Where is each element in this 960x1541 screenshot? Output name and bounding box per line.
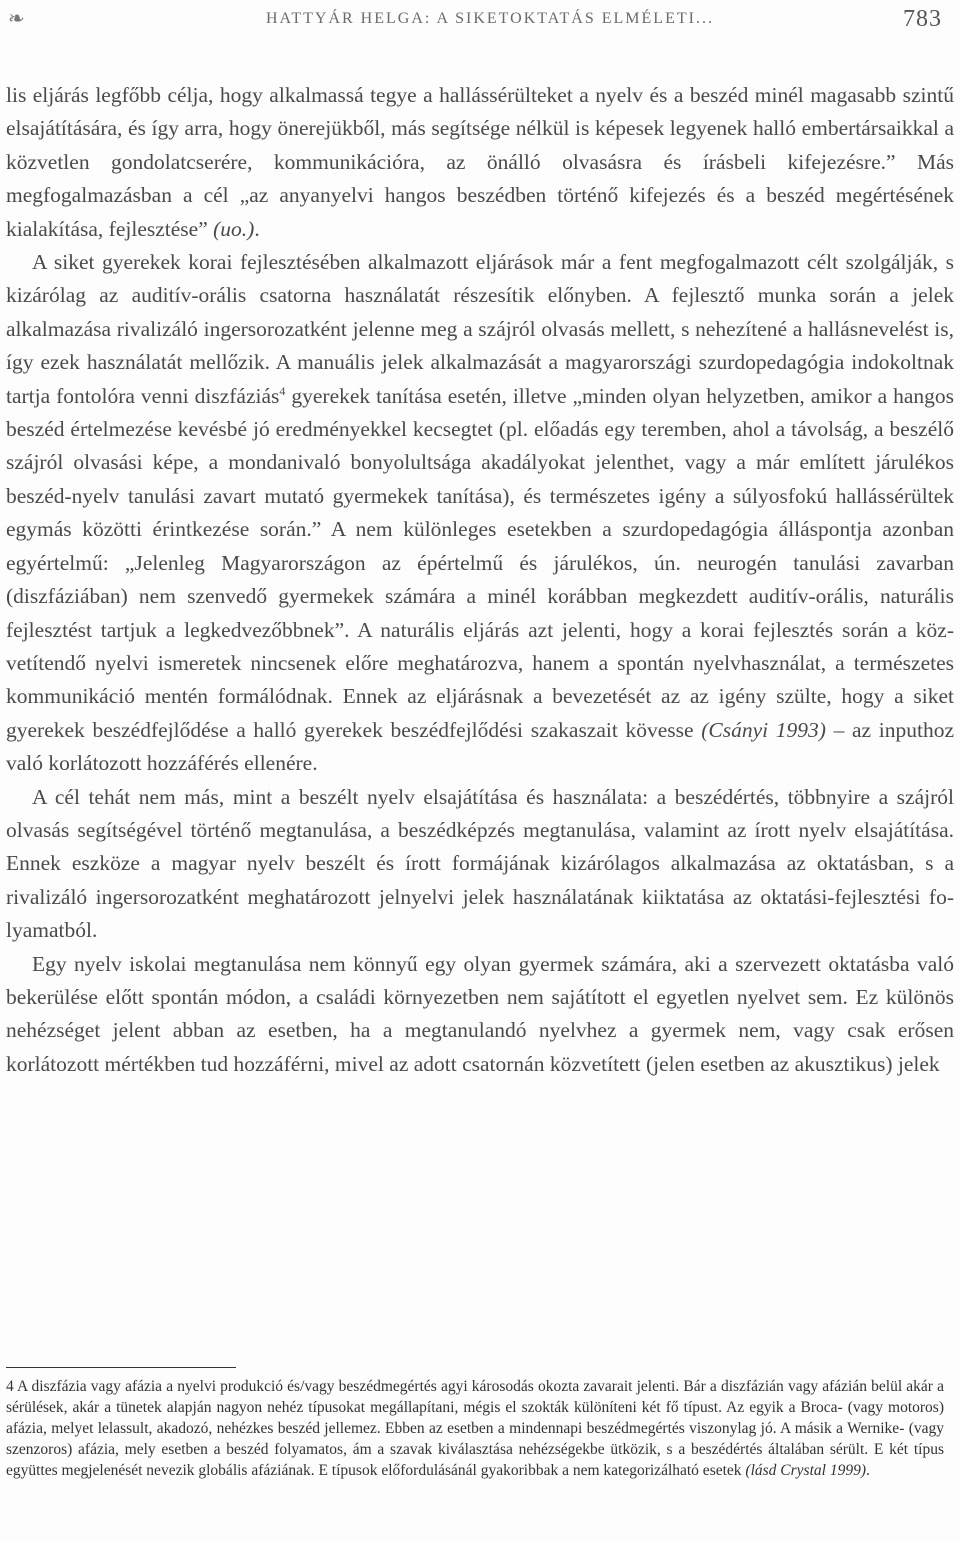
footnotes (6, 1376, 944, 1481)
text-run: lis eljárás legfőbb célja, hogy alkalmassá tegye a hallássérülteket a nyelv és a beszéd minél magasabb szintű elsajátítására, és így arra, hogy önerejükből, más segítsége nélkül is képesek legyenek halló embertársaikkal a közvetlen gondolatcserére, kommunikációra, az önálló olvasásra és írásbeli kifejezésre.” Más megfogalmazásban a cél „az anyanyelvi hangos beszédben történő kifejezés és a beszéd megértésének kialakítása, fejlesztése” (6, 83, 954, 241)
text-run: 4 A diszfázia vagy afázia a nyelvi produkció és/vagy beszédmegértés agyi károsodás okozta zavarait jelenti. Bár a diszfázián vagy afázián belül akár a sérülések, akár a tünetek alapján nagyon nehéz típusokat megállapítani, mégis el szokták különíteni két fő típust. Az egyik a Broca- (vagy motoros) afázia, melyet lelassult, akadozó, nehézkes beszéd jellemez. Ebben az esetben a mindennapi beszédmegértés viszonylag jó. A másik a Wernike- (vagy szenzoros) afázia, mely esetben a beszéd folyamatos, ám a szavak kiválasztása nehézségekbe ütközik, s a beszédértés általában sérült. E két típus együttes megjelenését nevezik globális afáziának. E típusok előfordulásánál gyakoribbak a nem kategorizálható esetek (6, 1378, 944, 1479)
text-run: – az inputhoz való korlátozott hozzáférés ellenére. (6, 717, 954, 776)
paragraph (6, 781, 954, 948)
running-header (8, 4, 952, 40)
page-number: 783 (903, 6, 942, 32)
text-run: . (865, 1462, 870, 1479)
text-run: A cél tehát nem más, mint a beszélt nyelv elsajátítása és használata: a beszédértés, többnyire a szájról olvasás segítségével történő megtanulása, a beszédképzés megtanulása, valamint az írott nyelv elsajátítása. Ennek eszköze a magyar nyelv beszélt és írott formájának kizárólagos alkalmazása az oktatásban, s a rivalizáló ingersorozatként meghatározott jelnyelvi jelek használatának kiiktatása az oktatási-fejlesztési folyamatból. (6, 784, 954, 943)
running-title: HATTYÁR HELGA: A SIKETOKTATÁS ELMÉLETI... (266, 10, 714, 27)
italic-citation: (Csányi 1993) (701, 717, 826, 742)
footnote-4 (6, 1376, 944, 1481)
fleuron-ornament-icon: ❧ (8, 8, 25, 30)
text-run: A siket gyerekek korai fejlesztésében alkalmazott eljárások már a fent megfogalmazott célt szolgálják, s kizárólag az auditív-orális csatorna használatát részesítik előnyben. A fejlesztő munka során a jelek alkalmazása rivalizáló ingersorozatként jelenne meg a szájról olvasás mellett, s nehezítené a hallásnevelést is, így ezek használatát mellőzik. A manuális jelek alkalmazását a magyarországi szurdopedagógia indokoltnak tartja fontolóra venni diszfáziás (6, 250, 954, 408)
text-run: gyerekek tanítása esetén, illetve „minden olyan helyzetben, amikor a hangos beszéd értelmezése kevésbé jó eredményekkel kecsegtet (pl. előadás egy teremben, ahol a távolság, a beszélő szájról olvasási képe, a mondanivaló bonyolultsága akadályokat jelenthet, vagy a már említett járulékos beszéd-nyelv tanulási zavart mutató gyermekek tanítása), és természetes igény a súlyosfokú hallássérültek egymás közötti érintkezése során.” A nem különleges esetekben a szurdopedagógia álláspontja azonban egyértelmű: „Jelenleg Magyarországon az épértelmű és járulékos, ún. neurogén tanulási zavarban (diszfáziában) nem szenvedő gyermekek számára a minél korábban megkezdett auditív-orális, naturális fejlesztést tartjuk a legkedvezőbbnek”. A naturális eljárás azt jelenti, hogy a korai fejlesztés során a közvetítendő nyelvi ismeretek nincsenek előre meghatározva, hanem a spontán nyelvhasználat, a természetes kommunikáció mentén formálódnak. Ennek az eljárásnak a bevezetését az az igény szülte, hogy a siket gyerekek beszédfejlődése a halló gyerekek beszédfejlődési szakaszait kövesse (6, 383, 954, 742)
text-run: Egy nyelv iskolai megtanulása nem könnyű egy olyan gyermek számára, aki a szervezett oktatásba való bekerülése előtt spontán módon, a családi környezetben nem sajátított el egyetlen nyelvet sem. Ez különös nehézséget jelent abban az esetben, ha a megtanulandó nyelvhez a gyermek nem, vagy csak erősen korlátozott mértékben tud hozzáférni, mivel az adott csatornán közvetített (jelen esetben az akusztikus) jelek (6, 951, 954, 1076)
italic-citation: (lásd Crystal 1999) (745, 1462, 866, 1479)
footnote-marker: 4 (279, 383, 286, 398)
paragraph (6, 948, 954, 1082)
italic-citation: (uo.) (213, 216, 255, 241)
paragraph (6, 246, 954, 781)
footnote-separator (6, 1367, 236, 1368)
text-run: . (254, 216, 260, 241)
paragraph (6, 79, 954, 246)
main-text (6, 79, 954, 1081)
